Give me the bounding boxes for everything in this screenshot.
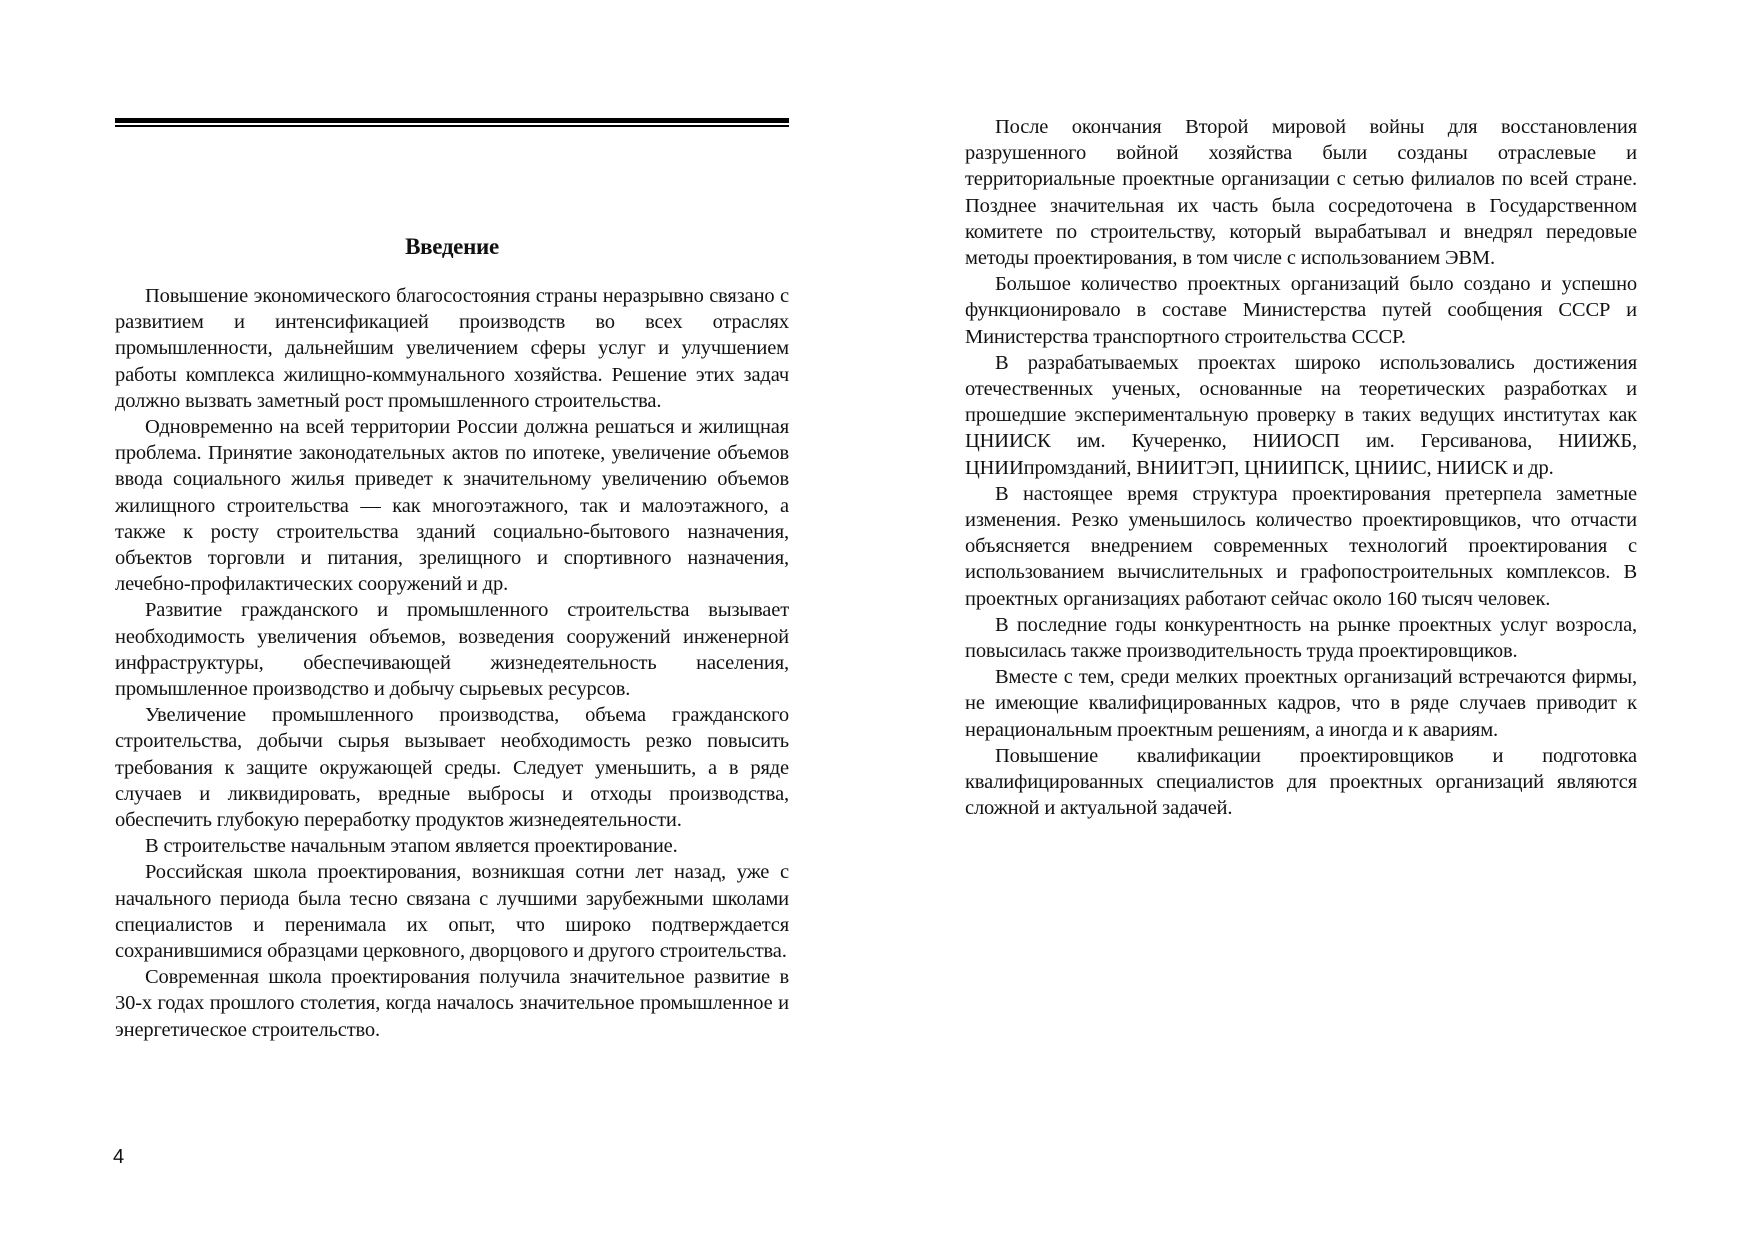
chapter-header-rule xyxy=(115,118,789,126)
paragraph: Большое количество проектных организаций было создано и успешно функционировало в составе Министерства путей сообщения СССР и Министерства транспортного строительства СССР. xyxy=(965,273,1637,348)
paragraph: После окончания Второй мировой войны для восстановления разрушенного войной хозяйства были созданы отраслевые и территориальные проектные организации с сетью филиалов по всей стране. Позднее значительная их часть была сосредоточена в Государственном комитете по строительству, который вырабатывал и внедрял передовые методы проектирования, в том числе с использованием ЭВМ. xyxy=(965,116,1637,270)
paragraph: Увеличение промышленного производства, объема гражданского строительства, добычи сырья вызывает необходимость резко повысить требования к защите окружающей среды. Следует уменьшить, а в ряде случаев и ликвидировать, вредные выбросы и отходы производства, обеспечить глубокую переработку продуктов жизнедеятельности. xyxy=(115,704,789,832)
paragraph: В последние годы конкурентность на рынке проектных услуг возросла, повысилась также производительность труда проектировщиков. xyxy=(965,613,1637,663)
header-rule-thick xyxy=(115,118,789,123)
left-page-body xyxy=(115,283,789,1043)
paragraph: Одновременно на всей территории России должна решаться и жилищная проблема. Принятие законодательных актов по ипотеке, увеличение объемов ввода социального жилья приведет к значительному увеличению объемов жилищного строительства — как многоэтажного, так и малоэтажного, а также к росту строительства зданий социально-бытового назначения, объектов торговли и питания, зрелищного и спортивного назначения, лечебно-профилактических сооружений и др. xyxy=(115,416,789,596)
paragraph: Российская школа проектирования, возникшая сотни лет назад, уже с начального периода была тесно связана с лучшими зарубежными школами специалистов и перенимала их опыт, что широко подтверждается сохранившимися образцами церковного, дворцового и другого строительства. xyxy=(115,861,789,963)
page-number: 4 xyxy=(113,1146,125,1168)
paragraph: В настоящее время структура проектирования претерпела заметные изменения. Резко уменьшилось количество проектировщиков, что отчасти объясняется внедрением современных технологий проектирования с использованием вычислительных и графопостроительных комплексов. В проектных организациях работают сейчас около 160 тысяч человек. xyxy=(965,482,1637,610)
right-page-body xyxy=(965,114,1637,821)
paragraph: Развитие гражданского и промышленного строительства вызывает необходимость увеличения объемов, возведения сооружений инженерной инфраструктуры, обеспечивающей жизнедеятельность населения, промышленное производство и добычу сырьевых ресурсов. xyxy=(115,599,789,701)
paragraph: В строительстве начальным этапом является проектирование. xyxy=(145,835,678,858)
header-rule-thin xyxy=(115,125,789,127)
paragraph: Повышение квалификации проектировщиков и подготовка квалифицированных специалистов для проектных организаций являются сложной и актуальной задачей. xyxy=(965,744,1637,820)
paragraph: Повышение экономического благосостояния страны неразрывно связано с развитием и интенсификацией производств во всех отраслях промышленности, дальнейшим увеличением сферы услуг и улучшением работы комплекса жилищно-коммунального хозяйства. Решение этих задач должно вызвать заметный рост промышленного строительства. xyxy=(115,285,789,412)
paragraph: В разрабатываемых проектах широко использовались достижения отечественных ученых, основанные на теоретических разработках и прошедшие экспериментальную проверку в таких ведущих институтах как ЦНИИСК им. Кучеренко, НИИОСП им. Герсиванова, НИИЖБ, ЦНИИпромзданий, ВНИИТЭП, ЦНИИПСК, ЦНИИС, НИИСК и др. xyxy=(965,351,1637,479)
paragraph: Вместе с тем, среди мелких проектных организаций встречаются фирмы, не имеющие квалифицированных кадров, что в ряде случаев приводит к нерациональным проектным решениям, а иногда и к авариям. xyxy=(965,666,1637,741)
chapter-title: Введение xyxy=(405,234,499,259)
paragraph: Современная школа проектирования получила значительное развитие в 30-х годах прошлого столетия, когда началось значительное промышленное и энергетическое строительство. xyxy=(115,966,789,1041)
